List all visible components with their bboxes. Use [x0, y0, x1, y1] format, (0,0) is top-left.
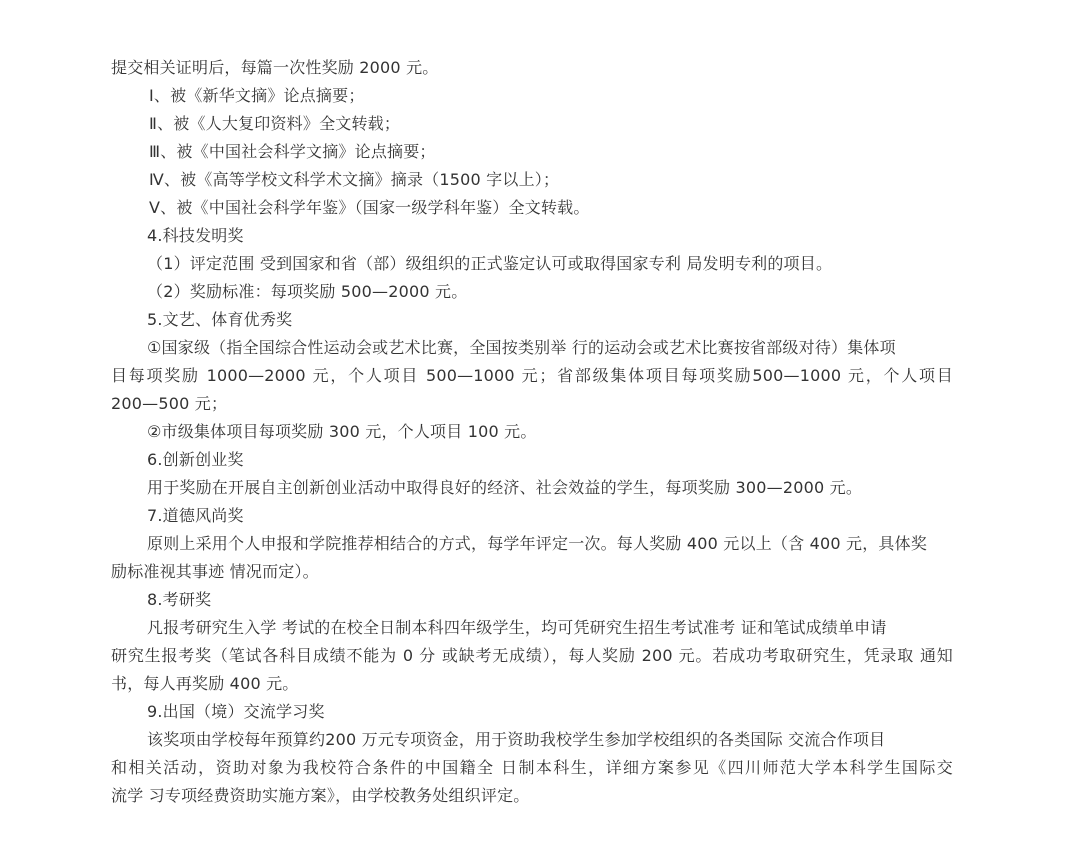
paragraph-line: 书，每人再奖励 400 元。 — [111, 674, 299, 693]
paragraph-line: （1）评定范围 受到国家和省（部）级组织的正式鉴定认可或取得国家专利 局发明专利的项目。 — [147, 254, 833, 273]
paragraph-line: （2）奖励标准：每项奖励 500—2000 元。 — [147, 282, 468, 301]
paragraph-line: 励标准视其事迹 情况而定）。 — [111, 562, 319, 581]
section-heading: 4.科技发明奖 — [147, 226, 244, 245]
section-heading: 7.道德风尚奖 — [147, 506, 244, 525]
paragraph-line: 用于奖励在开展自主创新创业活动中取得良好的经济、社会效益的学生，每项奖励 300—2000 元。 — [147, 478, 863, 497]
paragraph-line: 凡报考研究生入学 考试的在校全日制本科四年级学生，均可凭研究生招生考试准考 证和笔试成绩单申请 — [147, 618, 887, 637]
paragraph-line: 200—500 元； — [111, 394, 228, 413]
paragraph-line: 原则上采用个人申报和学院推荐相结合的方式，每学年评定一次。每人奖励 400 元以上（含 400 元，具体奖 — [147, 534, 928, 553]
list-item-roman-3: Ⅲ、被《中国社会科学文摘》论点摘要； — [149, 142, 436, 161]
paragraph-line: ②市级集体项目每项奖励 300 元，个人项目 100 元。 — [147, 422, 537, 441]
paragraph-line: ①国家级（指全国综合性运动会或艺术比赛，全国按类别举 行的运动会或艺术比赛按省部级对待）集体项 — [147, 338, 896, 357]
list-item-roman-2: Ⅱ、被《人大复印资料》全文转载； — [149, 114, 401, 133]
paragraph-line: 流学 习专项经费资助实施方案》，由学校教务处组织评定。 — [111, 786, 530, 805]
section-heading: 9.出国（境）交流学习奖 — [147, 702, 325, 721]
paragraph-line: 目每项奖励 1000—2000 元，个人项目 500—1000 元；省部级集体项目每项奖励500—1000 元，个人项目 — [111, 366, 953, 385]
paragraph-line: 该奖项由学校每年预算约200 万元专项资金，用于资助我校学生参加学校组织的各类国际 交流合作项目 — [147, 730, 886, 749]
section-heading: 6.创新创业奖 — [147, 450, 244, 469]
list-item-roman-1: Ⅰ、被《新华文摘》论点摘要； — [149, 86, 365, 105]
list-item-roman-5: Ⅴ、被《中国社会科学年鉴》（国家一级学科年鉴）全文转载。 — [149, 198, 590, 217]
section-heading: 5.文艺、体育优秀奖 — [147, 310, 293, 329]
list-item-roman-4: Ⅳ、被《高等学校文科学术文摘》摘录（1500 字以上）； — [149, 170, 560, 189]
section-heading: 8.考研奖 — [147, 590, 212, 609]
paragraph-line: 提交相关证明后，每篇一次性奖励 2000 元。 — [111, 58, 439, 77]
paragraph-line: 研究生报考奖（笔试各科目成绩不能为 0 分 或缺考无成绩），每人奖励 200 元。若成功考取研究生，凭录取 通知 — [111, 646, 953, 665]
paragraph-line: 和相关活动，资助对象为我校符合条件的中国籍全 日制本科生，详细方案参见《四川师范大学本科学生国际交 — [111, 758, 953, 777]
cropped-header-fragment — [80, 0, 210, 4]
